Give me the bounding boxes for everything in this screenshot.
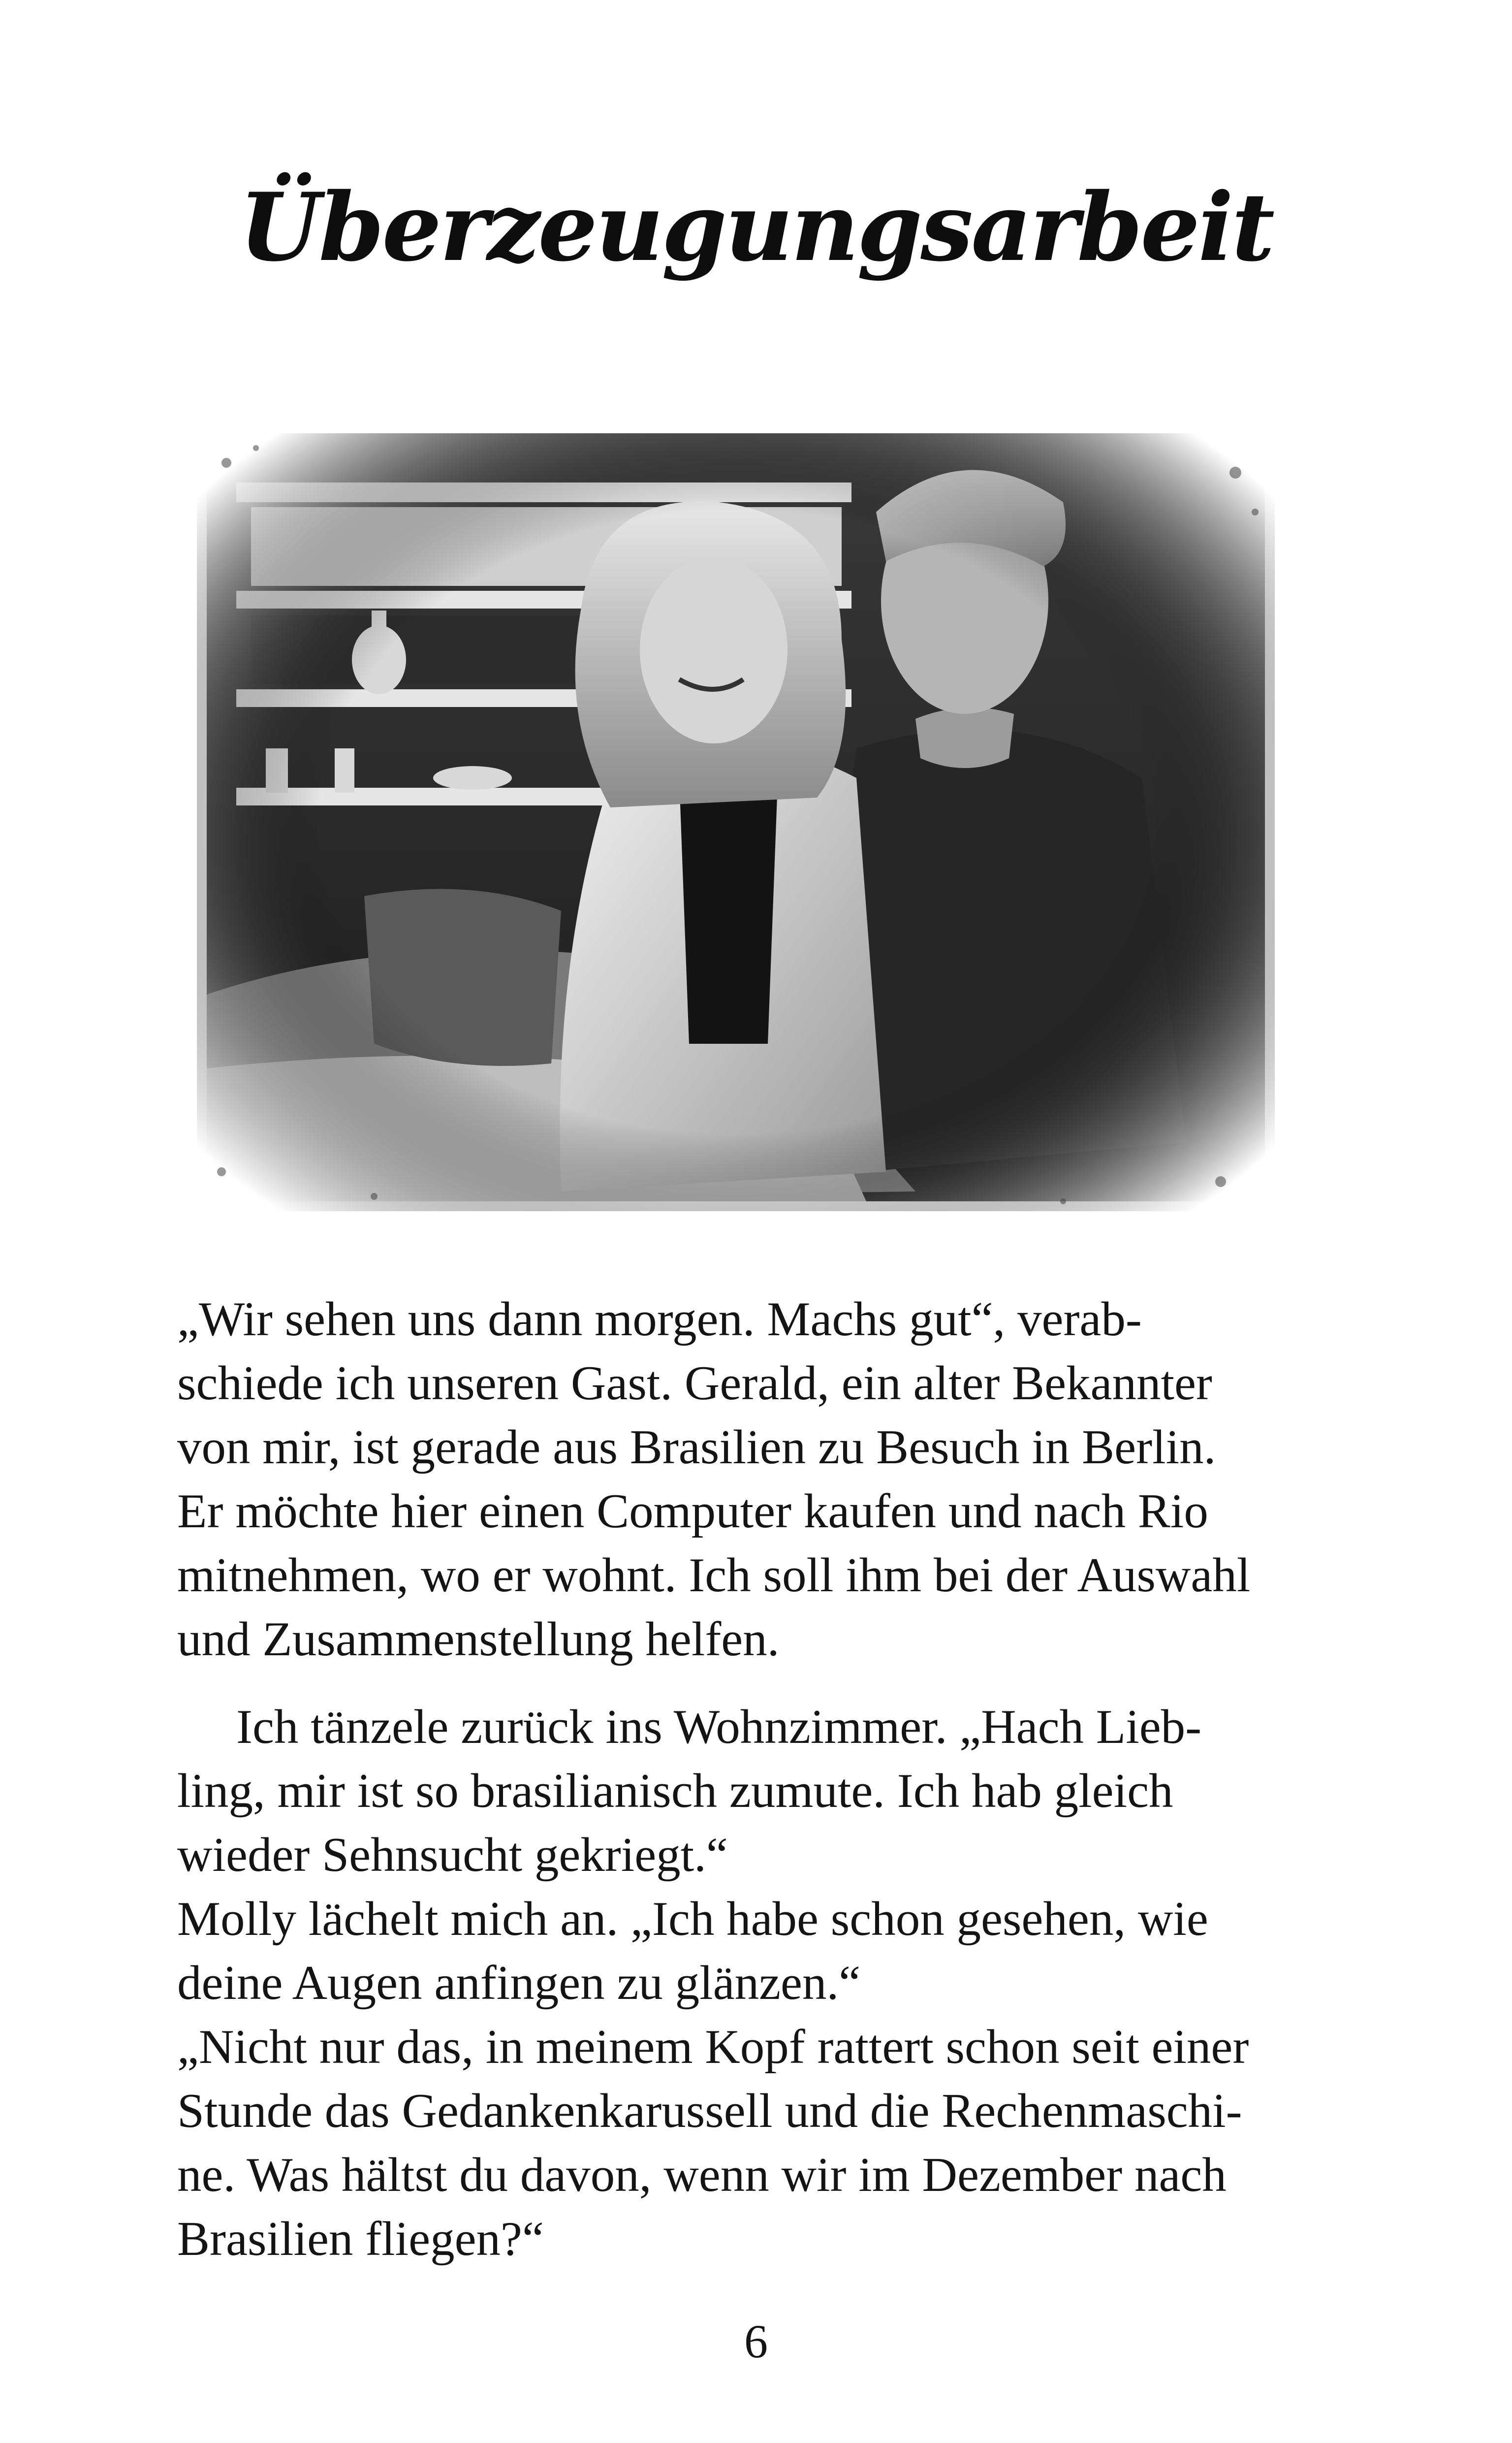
page-number: 6 [744, 2315, 768, 2368]
couple-on-sofa-illustration [177, 404, 1294, 1241]
paragraph-1: „Wir sehen uns dann morgen. Machs gut“, verab- schiede ich unseren Gast. Gerald, ein alter Bekannter von mir, ist gerade aus Brasilien zu Besuch in Berlin. Er möchte hier einen Computer kaufen und nach Rio mitnehmen, wo er wohnt. Ich soll ihm bei der Auswahl und Zusammenstellung helfen. [177, 1292, 1251, 1666]
illustration-svg [177, 404, 1294, 1241]
paragraph-3: Molly lächelt mich an. „Ich habe schon gesehen, wie deine Augen anfingen zu glänzen.“ [177, 1892, 1208, 2010]
chapter-title: Überzeugungsarbeit [239, 172, 1273, 282]
chapter-body [177, 1287, 1294, 2271]
paragraph-4: „Nicht nur das, in meinem Kopf rattert schon seit einer Stunde das Gedankenkarussell und die Rechenmaschi- ne. Was hältst du davon, wenn wir im Dezember nach Brasilien fliegen?“ [177, 2020, 1249, 2266]
paragraph-2: Ich tänzele zurück ins Wohnzimmer. „Hach Lieb- ling, mir ist so brasilianisch zumute. Ich hab gleich wieder Sehnsucht gekriegt.“ [177, 1700, 1202, 1882]
